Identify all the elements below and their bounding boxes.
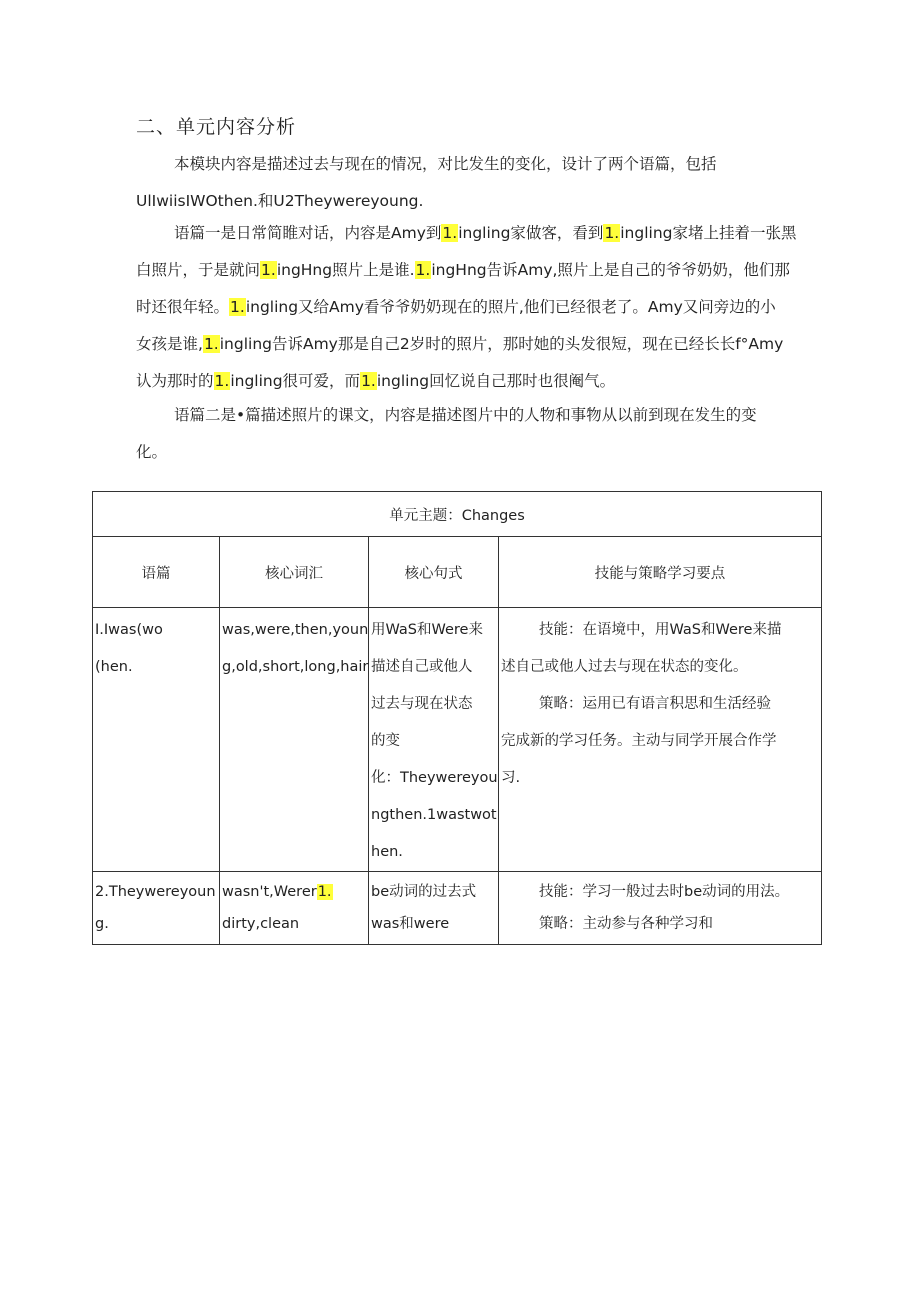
cell-line: 2.Theywereyoun — [95, 884, 216, 900]
text-span: ingling很可爱，而 — [230, 372, 361, 390]
passage-one-line-1 — [136, 215, 826, 252]
cell-line: be动词的过去式 — [371, 884, 477, 900]
skills-cell — [499, 872, 822, 945]
passage-one-line-5 — [136, 363, 826, 400]
text-span: 白照片，于是就问 — [136, 261, 261, 279]
text-span: ingHng告诉Amy,照片上是自己的爷爷奶奶，他们那 — [431, 261, 790, 279]
sentence-cell — [369, 872, 499, 945]
cell-line: 策略：运用已有语言积思和生活经验 — [539, 696, 771, 712]
text-cell — [93, 872, 220, 945]
cell-line: 用WaS和Were来 — [371, 622, 483, 638]
table-row — [93, 872, 822, 945]
highlight-mark: 1. — [214, 372, 230, 390]
cell-line: dirty,clean — [222, 916, 300, 932]
unit-analysis-table — [92, 491, 822, 945]
sentence-cell — [369, 608, 499, 872]
passage-two-paragraph — [136, 397, 826, 471]
highlight-mark: 1. — [203, 335, 219, 353]
text-cell — [93, 608, 220, 872]
cell-line: 化：Theywereyou — [371, 770, 498, 786]
cell-line: 描述自己或他人 — [371, 659, 473, 675]
vocab-cell — [220, 872, 369, 945]
cell-line: 技能：在语境中，用WaS和Were来描 — [539, 622, 782, 638]
intro-line-2: UlIwiisIWOthen.和U2Theywereyoung. — [136, 192, 424, 210]
cell-line: 习. — [501, 770, 521, 786]
passage-one-line-4 — [136, 326, 826, 363]
passage-two-line-1: 语篇二是•篇描述照片的课文，内容是描述图片中的人物和事物从以前到现在发生的变 — [174, 406, 757, 424]
cell-line: 技能：学习一般过去时be动词的用法。 — [539, 884, 790, 900]
cell-line: 述自己或他人过去与现在状态的变化。 — [501, 659, 748, 675]
cell-line: was,were,then,youn — [222, 622, 369, 638]
highlight-mark: 1. — [604, 224, 620, 242]
header-vocab: 核心词汇 — [220, 537, 369, 608]
cell-line: 的变 — [371, 733, 400, 749]
text-span: ingHng照片上是谁. — [276, 261, 415, 279]
text-span: 语篇一是日常简睢对话，内容是Amy到 — [174, 224, 442, 242]
cell-line: g. — [95, 916, 109, 932]
highlight-mark: 1. — [230, 298, 245, 316]
cell-line: was和were — [371, 916, 450, 932]
passage-two-line-2: 化。 — [136, 443, 168, 461]
text-span: ingling家做客，看到 — [458, 224, 604, 242]
cell-line — [222, 876, 366, 908]
passage-one-line-2 — [136, 252, 826, 289]
header-skills: 技能与策略学习要点 — [499, 537, 822, 608]
cell-line: I.Iwas(wo — [95, 622, 163, 638]
cell-line: 策略：主动参与各种学习和 — [539, 916, 713, 932]
highlight-mark: 1. — [261, 261, 276, 279]
cell-line: g,old,short,long,hair — [222, 659, 369, 675]
cell-line: ngthen.1wastwot — [371, 807, 497, 823]
text-span: 女孩是谁, — [136, 335, 203, 353]
cell-line: (hen. — [95, 659, 133, 675]
highlight-mark: 1. — [361, 372, 376, 390]
cell-line: 过去与现在状态 — [371, 696, 473, 712]
skills-cell — [499, 608, 822, 872]
text-span: ingling又给Amy看爷爷奶奶现在的照片,他们已经很老了。Amy又问旁边的小 — [245, 298, 776, 316]
section-heading: 二、单元内容分析 — [136, 116, 297, 138]
highlight-mark: 1. — [415, 261, 431, 279]
passage-one-line-3 — [136, 289, 826, 326]
highlight-mark: 1. — [442, 224, 458, 242]
header-text: 语篇 — [93, 537, 220, 608]
text-span: 认为那时的 — [136, 372, 214, 390]
text-span: wasn't,Werer — [222, 884, 317, 900]
text-span: ingling告诉Amy那是自己2岁时的照片，那时她的头发很短，现在已经长长f°Amy — [219, 335, 784, 353]
vocab-cell — [220, 608, 369, 872]
text-span: ingling回忆说自己那时也很阉气。 — [376, 372, 616, 390]
cell-line: 完成新的学习任务。主动与同学开展合作学 — [501, 733, 777, 749]
table-row — [93, 608, 822, 872]
passage-one-paragraph — [136, 215, 826, 400]
intro-paragraph — [136, 146, 826, 220]
intro-line-1: 本模块内容是描述过去与现在的情况，对比发生的变化，设计了两个语篇，包括 — [174, 155, 717, 173]
header-sentence: 核心句式 — [369, 537, 499, 608]
text-span: 时还很年轻。 — [136, 298, 230, 316]
highlight-mark: 1. — [317, 884, 332, 900]
text-span: ingling家堵上挂着一张黑 — [620, 224, 797, 242]
unit-theme: 单元主题：Changes — [389, 507, 525, 524]
cell-line: hen. — [371, 844, 403, 860]
unit-theme-cell — [93, 492, 822, 537]
